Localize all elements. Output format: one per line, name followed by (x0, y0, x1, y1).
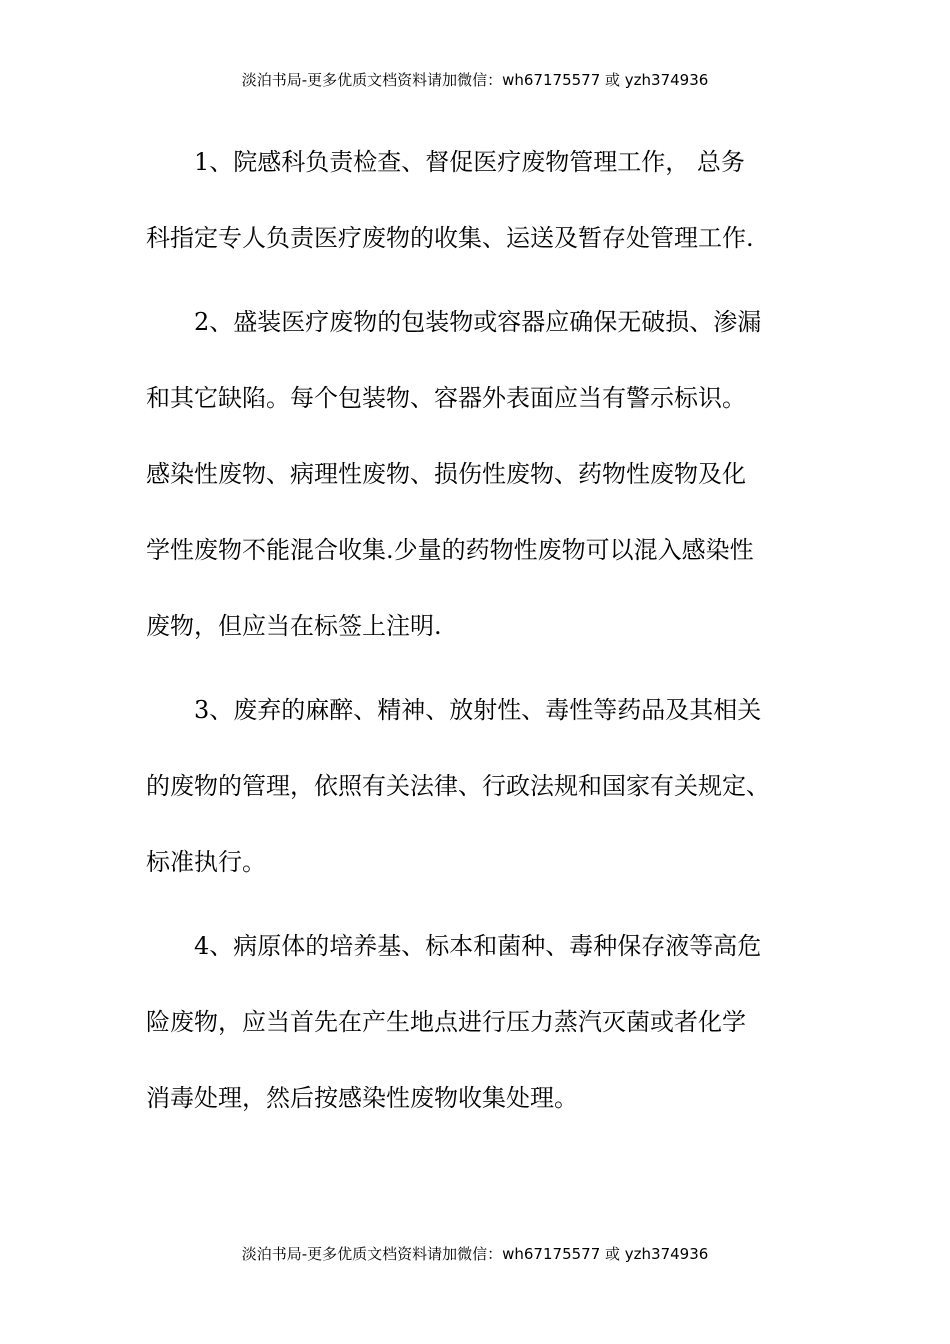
paragraph-2 (146, 284, 806, 664)
paragraph-line: 科指定专人负责医疗废物的收集、运送及暂存处管理工作. (146, 224, 754, 252)
paragraph-line: 消毒处理，然后按感染性废物收集处理。 (146, 1084, 578, 1112)
paragraph-line: 和其它缺陷。每个包装物、容器外表面应当有警示标识。 (146, 384, 746, 412)
paragraph-4 (146, 908, 806, 1136)
page-footer: 淡泊书局-更多优质文档资料请加微信：wh67175577 或 yzh374936 (241, 1245, 709, 1263)
paragraph-line: 险废物，应当首先在产生地点进行压力蒸汽灭菌或者化学 (146, 1008, 746, 1036)
paragraph-line: 2、盛装医疗废物的包装物或容器应确保无破损、渗漏 (194, 308, 762, 336)
paragraph-line: 的废物的管理，依照有关法律、行政法规和国家有关规定、 (146, 772, 770, 800)
paragraph-line: 4、病原体的培养基、标本和菌种、毒种保存液等高危 (194, 932, 762, 960)
page-header: 淡泊书局-更多优质文档资料请加微信：wh67175577 或 yzh374936 (241, 71, 709, 89)
paragraph-line: 标准执行。 (146, 848, 266, 876)
paragraph-line: 1、院感科负责检查、督促医疗废物管理工作， 总务 (194, 148, 745, 176)
document-body (146, 124, 806, 1144)
paragraph-1 (146, 124, 806, 276)
paragraph-line: 废物，但应当在标签上注明. (146, 612, 442, 640)
paragraph-3 (146, 672, 806, 900)
paragraph-line: 学性废物不能混合收集.少量的药物性废物可以混入感染性 (146, 536, 754, 564)
paragraph-line: 感染性废物、病理性废物、损伤性废物、药物性废物及化 (146, 460, 746, 488)
paragraph-line: 3、废弃的麻醉、精神、放射性、毒性等药品及其相关 (194, 696, 762, 724)
